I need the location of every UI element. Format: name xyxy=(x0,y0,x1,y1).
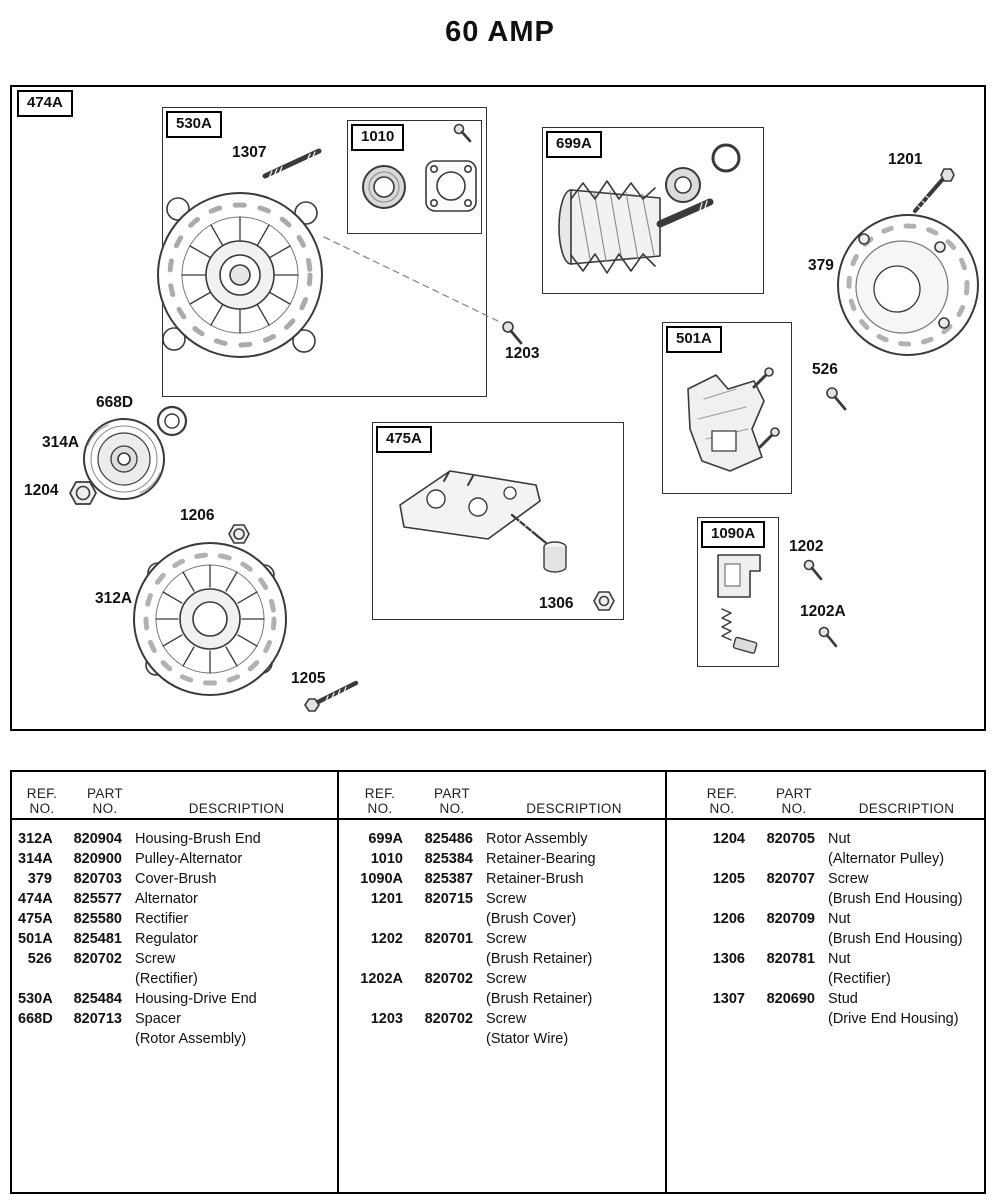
brush-end-housing-drawing xyxy=(134,543,286,695)
label-1201: 1201 xyxy=(888,151,923,168)
label-314A: 314A xyxy=(42,434,80,451)
description: (Alternator Pulley) xyxy=(828,851,945,867)
table-row xyxy=(347,869,665,889)
screw-icon xyxy=(455,125,471,142)
label-1204: 1204 xyxy=(24,482,59,499)
ref-no xyxy=(18,1029,52,1049)
description: Screw xyxy=(828,871,869,887)
part-no: 820702 xyxy=(424,971,473,987)
description: Nut xyxy=(828,951,851,967)
callout-1010: 1010 xyxy=(351,124,404,151)
ref-no xyxy=(347,1029,403,1049)
part-no: 820707 xyxy=(766,871,815,887)
ref-no xyxy=(689,969,745,989)
description: (Rectifier) xyxy=(828,971,891,987)
ref-no: 530A xyxy=(18,991,53,1007)
table-row xyxy=(347,1009,665,1029)
part-no: 825486 xyxy=(424,831,473,847)
table-row xyxy=(689,969,988,989)
brush-cover-drawing xyxy=(838,215,978,355)
description: Pulley-Alternator xyxy=(135,851,243,867)
header-ref-no: REF. NO. xyxy=(364,786,396,816)
table-row xyxy=(18,889,337,909)
label-379: 379 xyxy=(808,257,834,274)
table-row xyxy=(18,829,337,849)
description: (Brush End Housing) xyxy=(828,891,963,907)
screw-1201-drawing xyxy=(915,169,954,211)
description: Spacer xyxy=(135,1011,181,1027)
description: Screw xyxy=(486,971,527,987)
ref-no: 1205 xyxy=(712,871,745,887)
part-no: 820900 xyxy=(73,851,122,867)
table-row xyxy=(689,909,988,929)
ref-no: 501A xyxy=(18,931,53,947)
label-526: 526 xyxy=(812,361,838,378)
table-row xyxy=(689,1009,988,1029)
ref-no: 699A xyxy=(368,831,403,847)
spring-icon xyxy=(722,609,731,640)
callout-474A: 474A xyxy=(17,90,73,117)
ref-no xyxy=(347,949,403,969)
part-no xyxy=(763,1009,815,1029)
ref-no: 1202A xyxy=(360,971,403,987)
description: Housing-Brush End xyxy=(135,831,261,847)
table-row xyxy=(18,849,337,869)
part-no: 820701 xyxy=(424,931,473,947)
table-row xyxy=(689,929,988,949)
ref-no xyxy=(347,989,403,1009)
exploded-view-svg xyxy=(12,87,984,729)
table-row xyxy=(347,1029,665,1049)
ref-no xyxy=(689,929,745,949)
spacer-drawing xyxy=(158,407,186,435)
part-no xyxy=(70,1029,122,1049)
description: (Drive End Housing) xyxy=(828,1011,959,1027)
description: Cover-Brush xyxy=(135,871,217,887)
description: (Brush Retainer) xyxy=(486,991,593,1007)
ref-no: 1203 xyxy=(370,1011,403,1027)
exploded-diagram xyxy=(10,85,986,731)
stud-drawing xyxy=(265,151,319,178)
label-668D: 668D xyxy=(96,394,134,411)
part-no xyxy=(421,989,473,1009)
pulley-drawing xyxy=(84,419,164,499)
callout-699A: 699A xyxy=(546,131,602,158)
description: Screw xyxy=(486,891,527,907)
header-ref-no: REF. NO. xyxy=(26,786,58,816)
nut-1306-drawing xyxy=(594,592,614,610)
part-no: 820709 xyxy=(766,911,815,927)
table-row xyxy=(18,969,337,989)
header-description: DESCRIPTION xyxy=(188,801,285,816)
part-no: 820904 xyxy=(73,831,122,847)
description: (Brush Retainer) xyxy=(486,951,593,967)
label-1306: 1306 xyxy=(539,595,574,612)
regulator-drawing xyxy=(688,368,779,471)
header-part-no: PART NO. xyxy=(87,786,123,816)
part-no: 820781 xyxy=(766,951,815,967)
table-row xyxy=(347,969,665,989)
table-header xyxy=(347,772,665,818)
page-title: 60 AMP xyxy=(445,16,555,48)
part-no: 820705 xyxy=(766,831,815,847)
callout-501A: 501A xyxy=(666,326,722,353)
part-no xyxy=(763,889,815,909)
part-no xyxy=(763,929,815,949)
table-row xyxy=(18,1009,337,1029)
part-no: 825384 xyxy=(424,851,473,867)
ref-no xyxy=(18,969,52,989)
table-row xyxy=(347,849,665,869)
description: Housing-Drive End xyxy=(135,991,257,1007)
ref-no: 1307 xyxy=(712,991,745,1007)
part-no: 820703 xyxy=(73,871,122,887)
label-1205: 1205 xyxy=(291,670,326,687)
parts-table xyxy=(10,770,986,1194)
table-header xyxy=(18,772,337,818)
table-column-3 xyxy=(667,772,988,1192)
ref-no: 475A xyxy=(18,911,53,927)
table-row xyxy=(18,1029,337,1049)
screw-526-drawing xyxy=(827,388,845,409)
part-no: 825387 xyxy=(424,871,473,887)
description: Rotor Assembly xyxy=(486,831,588,847)
screw-1202-drawing xyxy=(805,561,822,580)
ref-no xyxy=(689,889,745,909)
ref-no: 379 xyxy=(27,871,52,887)
ref-no: 1306 xyxy=(712,951,745,967)
description: Retainer-Brush xyxy=(486,871,584,887)
part-no: 825481 xyxy=(73,931,122,947)
ref-no xyxy=(689,1009,745,1029)
table-row xyxy=(347,889,665,909)
part-no: 820715 xyxy=(424,891,473,907)
part-no: 820702 xyxy=(73,951,122,967)
label-1202: 1202 xyxy=(789,538,824,555)
part-no: 820713 xyxy=(73,1011,122,1027)
ref-no: 1201 xyxy=(370,891,403,907)
label-1203: 1203 xyxy=(505,345,540,362)
screw-1202A-drawing xyxy=(820,628,837,647)
table-row xyxy=(18,929,337,949)
part-no xyxy=(763,969,815,989)
parts-list xyxy=(18,818,337,1049)
description: (Brush End Housing) xyxy=(828,931,963,947)
description: (Rectifier) xyxy=(135,971,198,987)
rotor-assembly-drawing xyxy=(559,145,739,273)
table-row xyxy=(347,929,665,949)
ref-no: 1202 xyxy=(370,931,403,947)
table-row xyxy=(347,989,665,1009)
table-row xyxy=(689,849,988,869)
table-row xyxy=(18,989,337,1009)
description: Screw xyxy=(135,951,176,967)
table-column-1 xyxy=(12,772,337,1192)
part-no: 825484 xyxy=(73,991,122,1007)
ref-no: 1010 xyxy=(370,851,403,867)
callout-530A: 530A xyxy=(166,111,222,138)
table-row xyxy=(689,889,988,909)
nut-1206-drawing xyxy=(229,525,249,543)
brush-retainer-drawing xyxy=(718,555,760,654)
description: Retainer-Bearing xyxy=(486,851,596,867)
ref-no: 668D xyxy=(18,1011,53,1027)
ref-no xyxy=(689,849,745,869)
ref-no: 314A xyxy=(18,851,53,867)
parts-list xyxy=(689,818,988,1029)
ref-no: 474A xyxy=(18,891,53,907)
description: (Stator Wire) xyxy=(486,1031,569,1047)
table-row xyxy=(18,949,337,969)
description: (Brush Cover) xyxy=(486,911,577,927)
part-no: 825577 xyxy=(73,891,122,907)
part-no xyxy=(763,849,815,869)
part-no xyxy=(421,1029,473,1049)
description: Nut xyxy=(828,831,851,847)
part-no: 820702 xyxy=(424,1011,473,1027)
part-no xyxy=(421,949,473,969)
description: Screw xyxy=(486,1011,527,1027)
description: Rectifier xyxy=(135,911,189,927)
ref-no: 1090A xyxy=(360,871,403,887)
part-no xyxy=(421,909,473,929)
header-description: DESCRIPTION xyxy=(858,801,955,816)
rectifier-drawing xyxy=(400,471,566,572)
callout-1090A: 1090A xyxy=(701,521,765,548)
label-1206: 1206 xyxy=(180,507,215,524)
table-row xyxy=(347,829,665,849)
header-part-no: PART NO. xyxy=(434,786,470,816)
table-row xyxy=(18,869,337,889)
ref-no: 1204 xyxy=(712,831,745,847)
ref-no: 312A xyxy=(18,831,53,847)
label-1202A: 1202A xyxy=(800,603,846,620)
part-no: 820690 xyxy=(766,991,815,1007)
part-no: 825580 xyxy=(73,911,122,927)
description: Screw xyxy=(486,931,527,947)
drive-end-housing-drawing xyxy=(158,193,322,357)
description: Nut xyxy=(828,911,851,927)
description: Regulator xyxy=(135,931,198,947)
screw-icon xyxy=(760,428,779,447)
parts-list xyxy=(347,818,665,1049)
header-ref-no: REF. NO. xyxy=(706,786,738,816)
table-row xyxy=(18,909,337,929)
callout-475A: 475A xyxy=(376,426,432,453)
description: (Rotor Assembly) xyxy=(135,1031,247,1047)
table-row xyxy=(347,949,665,969)
part-no xyxy=(70,969,122,989)
table-header xyxy=(689,772,988,818)
header-description: DESCRIPTION xyxy=(526,801,622,816)
nut-1204-drawing xyxy=(70,482,96,504)
screw-icon xyxy=(754,368,773,387)
table-column-2 xyxy=(339,772,665,1192)
label-1307: 1307 xyxy=(232,144,267,161)
leader-line xyxy=(324,237,500,322)
ref-no: 526 xyxy=(27,951,52,967)
table-row xyxy=(689,869,988,889)
table-row xyxy=(689,949,988,969)
header-part-no: PART NO. xyxy=(776,786,812,816)
table-row xyxy=(347,909,665,929)
ref-no: 1206 xyxy=(712,911,745,927)
ref-no xyxy=(347,909,403,929)
description: Alternator xyxy=(135,891,198,907)
description: Stud xyxy=(828,991,858,1007)
table-row xyxy=(689,989,988,1009)
label-312A: 312A xyxy=(95,590,133,607)
table-row xyxy=(689,829,988,849)
screw-1203-drawing xyxy=(503,322,521,343)
